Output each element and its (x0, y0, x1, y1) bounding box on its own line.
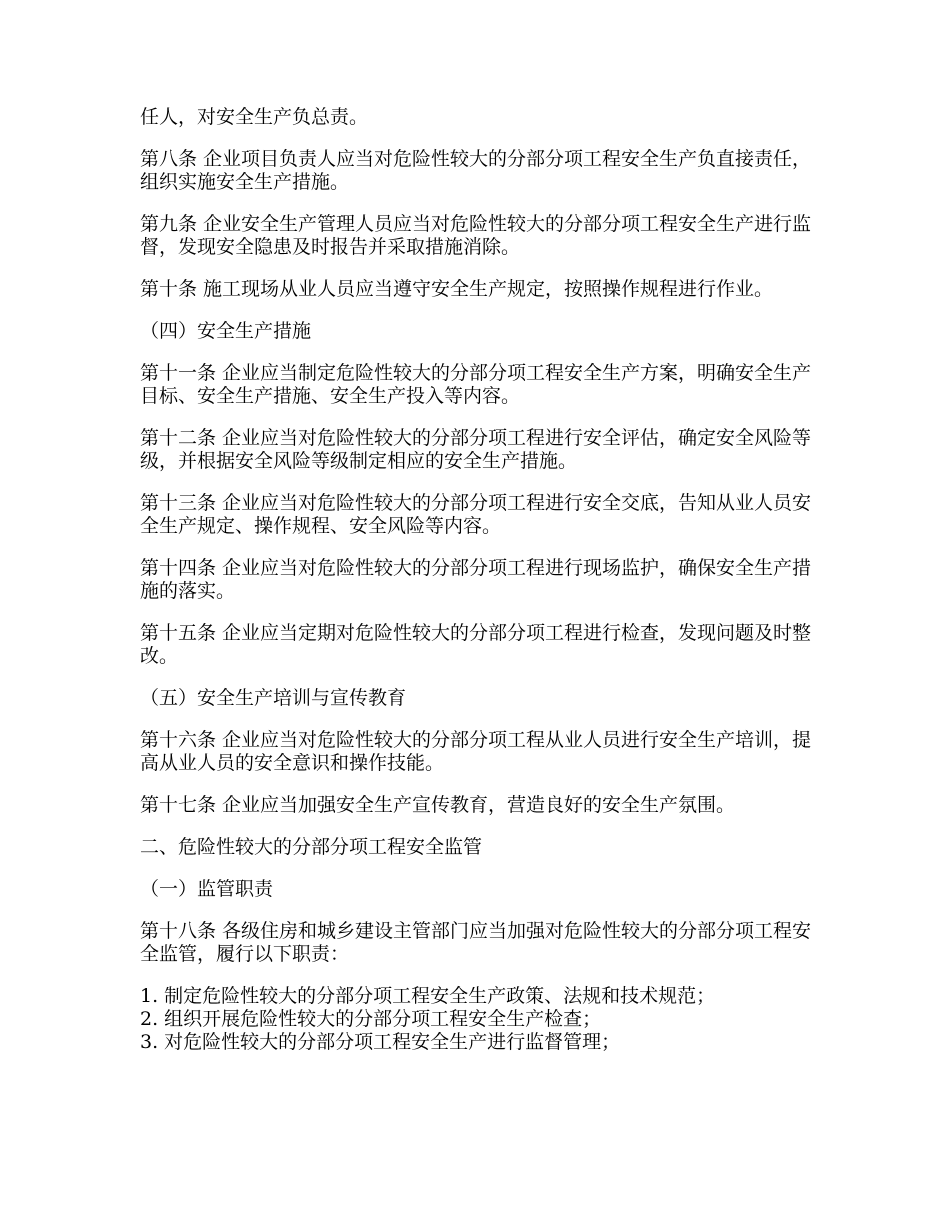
list-item: 2. 组织开展危险性较大的分部分项工程安全生产检查； (140, 1008, 602, 1030)
article-18: 第十八条 各级住房和城乡建设主管部门应当加强对危险性较大的分部分项工程安全监管，履行以下职责： (140, 920, 812, 965)
article-15: 第十五条 企业应当定期对危险性较大的分部分项工程进行检查，发现问题及时整改。 (140, 622, 812, 667)
paragraph-continuation: 任人，对安全生产负总责。 (140, 106, 369, 128)
list-item: 3. 对危险性较大的分部分项工程安全生产进行监督管理； (140, 1031, 621, 1053)
article-8: 第八条 企业项目负责人应当对危险性较大的分部分项工程安全生产负直接责任，组织实施安全生产措施。 (140, 148, 812, 193)
article-9: 第九条 企业安全生产管理人员应当对危险性较大的分部分项工程安全生产进行监督，发现安全隐患及时报告并采取措施消除。 (140, 213, 812, 258)
section-heading-training: （五）安全生产培训与宣传教育 (140, 687, 407, 709)
chapter-heading-supervision: 二、危险性较大的分部分项工程安全监管 (140, 836, 483, 858)
section-heading-safety-measures: （四）安全生产措施 (140, 320, 312, 342)
article-13: 第十三条 企业应当对危险性较大的分部分项工程进行安全交底，告知从业人员安全生产规定、操作规程、安全风险等内容。 (140, 492, 812, 537)
article-17: 第十七条 企业应当加强安全生产宣传教育，营造良好的安全生产氛围。 (140, 794, 736, 816)
list-item: 1. 制定危险性较大的分部分项工程安全生产政策、法规和技术规范； (140, 985, 716, 1007)
article-11: 第十一条 企业应当制定危险性较大的分部分项工程安全生产方案，明确安全生产目标、安全生产措施、安全生产投入等内容。 (140, 362, 812, 407)
article-10: 第十条 施工现场从业人员应当遵守安全生产规定，按照操作规程进行作业。 (140, 278, 774, 300)
article-14: 第十四条 企业应当对危险性较大的分部分项工程进行现场监护，确保安全生产措施的落实。 (140, 557, 812, 602)
article-12: 第十二条 企业应当对危险性较大的分部分项工程进行安全评估，确定安全风险等级，并根据安全风险等级制定相应的安全生产措施。 (140, 427, 812, 472)
duties-list (140, 985, 820, 1054)
document-body (140, 106, 820, 1054)
article-16: 第十六条 企业应当对危险性较大的分部分项工程从业人员进行安全生产培训，提高从业人员的安全意识和操作技能。 (140, 729, 812, 774)
section-heading-duties: （一）监管职责 (140, 878, 274, 900)
